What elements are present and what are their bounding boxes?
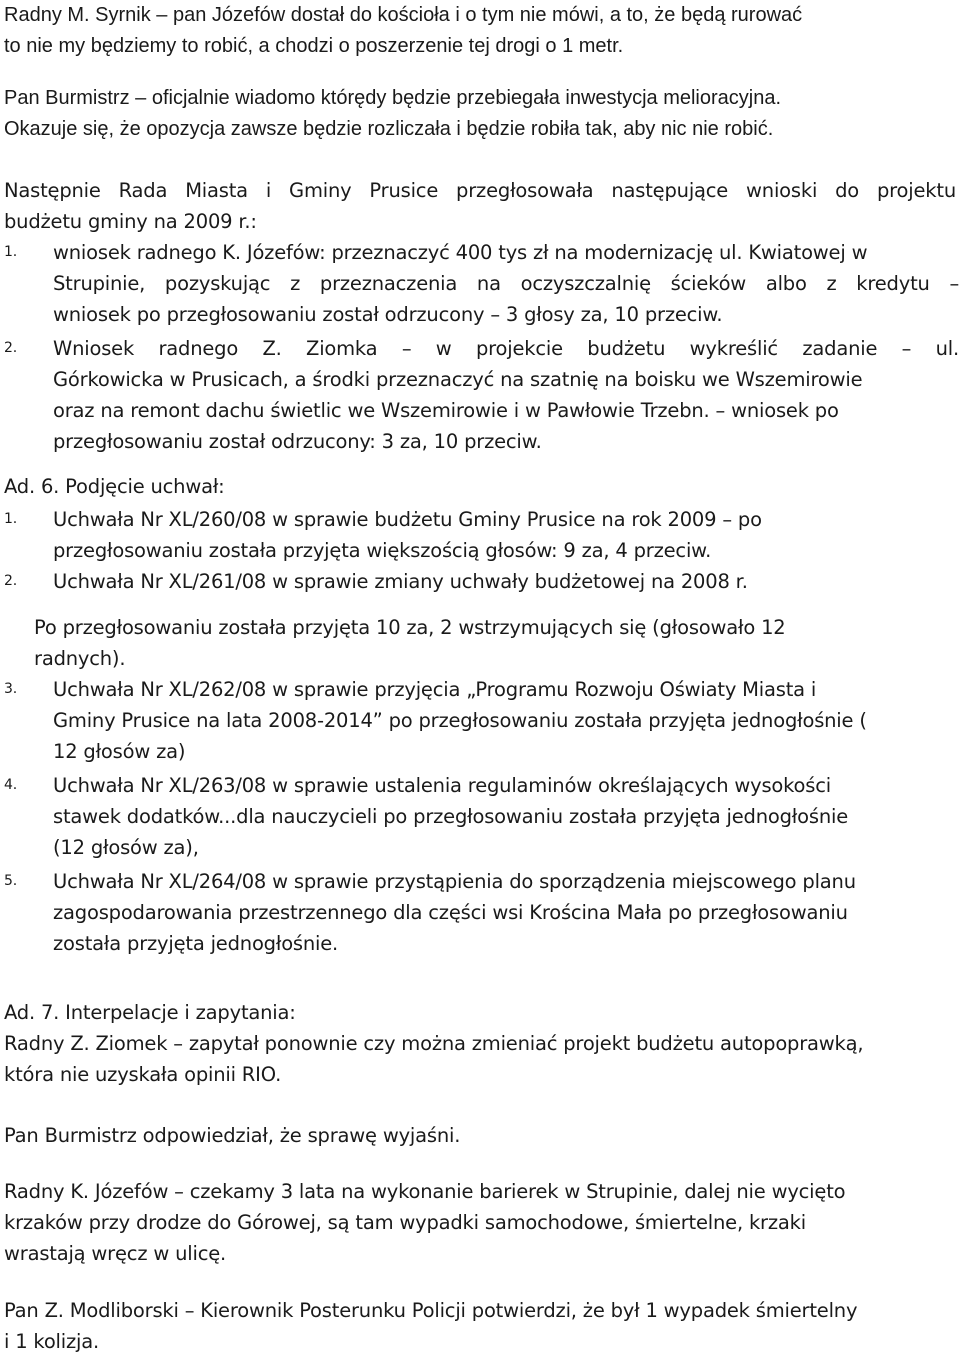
budget-item-1-number: 1. <box>4 244 17 260</box>
budget-item-1-line-2: Strupinie, pozyskując z przeznaczenia na oczyszczalnię ścieków albo z kredytu – <box>53 272 959 295</box>
ad6-item-5-line-1: Uchwała Nr XL/264/08 w sprawie przystąpienia do sporządzenia miejscowego planu <box>53 870 856 893</box>
ad6-item-1-number: 1. <box>4 511 17 527</box>
ad7-p2: Pan Burmistrz odpowiedział, że sprawę wyjaśni. <box>4 1124 461 1147</box>
ad6-item-3-line-1: Uchwała Nr XL/262/08 w sprawie przyjęcia „Programu Rozwoju Oświaty Miasta i <box>53 678 817 701</box>
ad6-item-3-number: 3. <box>4 681 17 697</box>
budget-item-1-line-3: wniosek po przegłosowaniu został odrzucony – 3 głosy za, 10 przeciw. <box>53 303 723 326</box>
ad7-p3-line-1: Radny K. Józefów – czekamy 3 lata na wykonanie barierek w Strupinie, dalej nie wycięto <box>4 1180 846 1203</box>
ad6-item-1-line-2: przegłosowaniu została przyjęta większością głosów: 9 za, 4 przeciw. <box>53 539 712 562</box>
ad6-heading: Ad. 6. Podjęcie uchwał: <box>4 475 225 498</box>
budget-intro-line-2: budżetu gminy na 2009 r.: <box>4 210 257 233</box>
ad7-p1-line-2: która nie uzyskała opinii RIO. <box>4 1063 282 1086</box>
ad6-item-2-number: 2. <box>4 573 17 589</box>
ad6-item-4-line-1: Uchwała Nr XL/263/08 w sprawie ustalenia regulaminów określających wysokości <box>53 774 831 797</box>
intro-line-4: Okazuje się, że opozycja zawsze będzie rozliczała i będzie robiła tak, aby nic nie robić. <box>4 118 774 140</box>
ad7-p4-line-2: i 1 kolizja. <box>4 1330 99 1353</box>
ad7-heading: Ad. 7. Interpelacje i zapytania: <box>4 1001 296 1024</box>
budget-item-2-line-3: oraz na remont dachu świetlic we Wszemirowie i w Pawłowie Trzebn. – wniosek po <box>53 399 839 422</box>
ad6-item-1-line-1: Uchwała Nr XL/260/08 w sprawie budżetu Gminy Prusice na rok 2009 – po <box>53 508 762 531</box>
ad7-p3-line-2: krzaków przy drodze do Górowej, są tam wypadki samochodowe, śmiertelne, krzaki <box>4 1211 806 1234</box>
ad6-item-5-line-3: została przyjęta jednogłośnie. <box>53 932 339 955</box>
ad6-item-3-line-3: 12 głosów za) <box>53 740 186 763</box>
ad6-note-line-1: Po przegłosowaniu została przyjęta 10 za, 2 wstrzymujących się (głosowało 12 <box>34 616 786 639</box>
budget-item-2-line-2: Górkowicka w Prusicach, a środki przeznaczyć na szatnię na boisku we Wszemirowie <box>53 368 863 391</box>
budget-intro-line-1: Następnie Rada Miasta i Gminy Prusice przegłosowała następujące wnioski do projektu <box>4 179 956 202</box>
ad6-item-2-line-1: Uchwała Nr XL/261/08 w sprawie zmiany uchwały budżetowej na 2008 r. <box>53 570 748 593</box>
ad6-item-4-line-2: stawek dodatków...dla nauczycieli po przegłosowaniu została przyjęta jednogłośnie <box>53 805 848 828</box>
intro-line-2: to nie my będziemy to robić, a chodzi o poszerzenie tej drogi o 1 metr. <box>4 35 624 57</box>
ad6-item-4-number: 4. <box>4 777 17 793</box>
budget-item-2-line-4: przegłosowaniu został odrzucony: 3 za, 10 przeciw. <box>53 430 542 453</box>
intro-line-3: Pan Burmistrz – oficjalnie wiadomo którędy będzie przebiegała inwestycja melioracyjna. <box>4 87 782 109</box>
ad6-note-line-2: radnych). <box>34 647 126 670</box>
ad7-p1-line-1: Radny Z. Ziomek – zapytał ponownie czy można zmieniać projekt budżetu autopoprawką, <box>4 1032 864 1055</box>
ad6-item-5-line-2: zagospodarowania przestrzennego dla części wsi Krościna Mała po przegłosowaniu <box>53 901 848 924</box>
budget-item-2-number: 2. <box>4 340 17 356</box>
ad6-item-5-number: 5. <box>4 873 17 889</box>
ad6-item-3-line-2: Gminy Prusice na lata 2008-2014” po przegłosowaniu została przyjęta jednogłośnie ( <box>53 709 867 732</box>
ad7-p4-line-1: Pan Z. Modliborski – Kierownik Posterunku Policji potwierdzi, że był 1 wypadek śmiertelny <box>4 1299 858 1322</box>
budget-item-1-line-1: wniosek radnego K. Józefów: przeznaczyć 400 tys zł na modernizację ul. Kwiatowej w <box>53 241 868 264</box>
ad7-p3-line-3: wrastają wręcz w ulicę. <box>4 1242 227 1265</box>
intro-line-1: Radny M. Syrnik – pan Józefów dostał do kościoła i o tym nie mówi, a to, że będą rurować <box>4 4 803 26</box>
ad6-item-4-line-3: (12 głosów za), <box>53 836 199 859</box>
budget-item-2-line-1: Wniosek radnego Z. Ziomka – w projekcie budżetu wykreślić zadanie – ul. <box>53 337 959 360</box>
